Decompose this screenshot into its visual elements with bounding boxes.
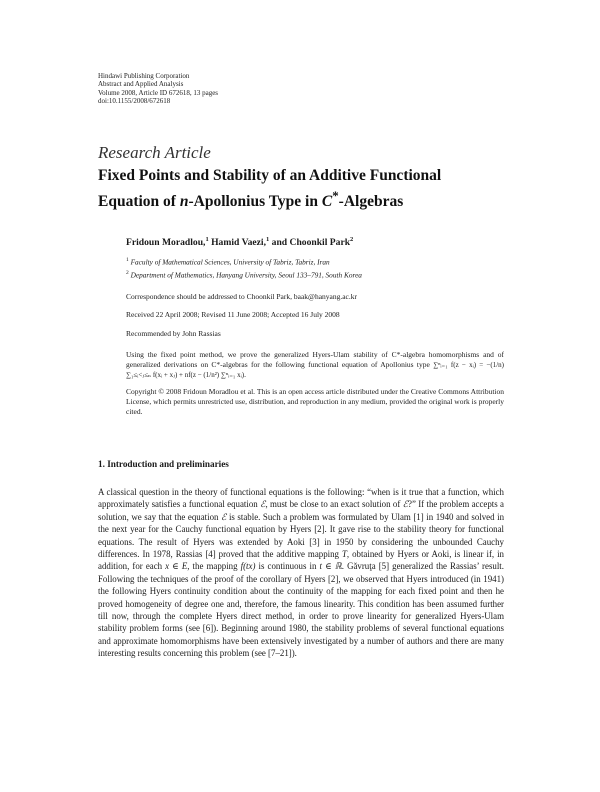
affiliation-marker: 2: [126, 269, 129, 276]
publisher-name: Hindawi Publishing Corporation: [98, 72, 190, 80]
title-star: *: [332, 187, 339, 203]
affiliation-marker: 1: [126, 257, 129, 263]
title-line-2: [98, 186, 518, 212]
math-symbol: ℰ: [402, 499, 408, 510]
affiliation-2: [126, 268, 362, 281]
journal-name: Abstract and Applied Analysis: [98, 80, 184, 89]
body-text: is continuous in: [255, 561, 320, 572]
title-text: -Algebras: [338, 192, 404, 210]
body-text: is stable. Such a problem was formulated by Ulam [1] in 1940 and solved in the next year for the Cauchy functional equation by Hyers [2]. It gave rise to the stability theory for functional equations. The result of Hyers was extended by Aoki [3] in 1950 by considering the unbounded Cauchy differences. In 1978, Rassias [4] proved that the additive mapping: [98, 511, 505, 560]
recommended-by: Recommended by John Rassias: [126, 329, 221, 338]
abstract: [126, 350, 504, 381]
intro-paragraph: [98, 486, 504, 660]
math-symbol: T: [341, 549, 347, 560]
dates-line: Received 22 April 2008; Revised 11 June 2008; Accepted 16 July 2008: [126, 310, 340, 319]
math-expression: t ∈ ℝ: [319, 561, 342, 572]
body-text: , must be close to an exact solution of: [265, 499, 403, 510]
copyright-notice: Copyright © 2008 Fridoun Moradlou et al. This is an open access article distributed under the Creative Commons Attribution License, which permits unrestricted use, distribution, and reproduction in any medium, provided the original work is properly cited.: [126, 387, 504, 417]
math-expression: x ∈ E: [165, 561, 188, 572]
correspondence-note: Correspondence should be addressed to Choonkil Park, baak@hanyang.ac.kr: [126, 292, 358, 301]
affiliation-text: Department of Mathematics, Hanyang University, Seoul 133–791, South Korea: [130, 270, 362, 280]
affiliations: [126, 255, 362, 281]
section-heading: 1. Introduction and preliminaries: [98, 459, 229, 469]
author-2-affil: 1: [266, 236, 270, 243]
math-expression: f(tx): [240, 561, 256, 572]
author-1: Fridoun Moradlou,: [126, 237, 206, 249]
author-2: Hamid Vaezi,: [211, 237, 266, 249]
body-text: . Găvruţa [5] generalized the Rassias’ result. Following the techniques of the proof of the corollary of Hyers [2], we observed that Hyers introduced (in 1941) the following Hyers continuity condition about the continuity of the mapping for each fixed point and then he proved homogeneity of degree one and, therefore, the famous linearity. This condition has been assumed further till now, through the complete Hyers direct method, in order to prove linearity for generalized Hyers-Ulam stability problem forms (see [6]). Beginning around 1980, the stability problems of several functional equations and approximate homomorphisms have been extensively investigated by a number of authors and there are many interesting results concerning this problem (see [7–21]).: [98, 561, 504, 659]
affiliation-text: Faculty of Mathematical Sciences, University of Tabriz, Tabriz, Iran: [130, 257, 330, 267]
author-1-affil: 1: [205, 236, 209, 243]
body-text: ?” If the problem accepts a solution, we say that the equation: [98, 499, 504, 522]
body-text: , the mapping: [187, 561, 241, 572]
math-symbol: ℰ: [260, 499, 266, 510]
abstract-text: Using the fixed point method, we prove the generalized Hyers-Ulam stability of C*-algebra homomorphisms and of generalized derivations on C*-algebras for the following functional equation of Apollonius type: [126, 350, 504, 370]
author-3-affil: 2: [350, 236, 354, 243]
body-text: A classical question in the theory of functional equations is the following: “when is it true that a function, which approximately satisfies a functional equation: [98, 487, 504, 510]
author-3: and Choonkil Park: [271, 237, 351, 249]
abstract-end: .: [244, 370, 246, 380]
author-list: [126, 236, 353, 248]
article-type: Research Article: [98, 143, 211, 162]
volume-info: Volume 2008, Article ID 672618, 13 pages: [98, 88, 219, 97]
doi: doi:10.1155/2008/672618: [98, 97, 171, 106]
abstract-formula: ∑ⁿᵢ₌₁ f(z − xᵢ) = −(1/n) ∑₁≤ᵢ<ⱼ≤ₙ f(xᵢ + xⱼ) + nf(z − (1/n²) ∑ⁿᵢ₌₁ xᵢ): [126, 361, 504, 380]
title-text: -Apollonius Type in: [188, 192, 322, 210]
title-math-n: n: [179, 192, 189, 210]
paper-title: [98, 166, 518, 211]
title-text: Equation of: [98, 192, 180, 210]
body-text: , obtained by Hyers or Aoki, is linear if, in addition, for each: [98, 549, 504, 572]
affiliation-1: [126, 255, 362, 268]
title-line-1: Fixed Points and Stability of an Additive Functional: [98, 167, 442, 184]
math-symbol: ℰ: [221, 511, 227, 522]
title-math-c: C: [321, 192, 333, 210]
journal-masthead: [98, 72, 218, 106]
